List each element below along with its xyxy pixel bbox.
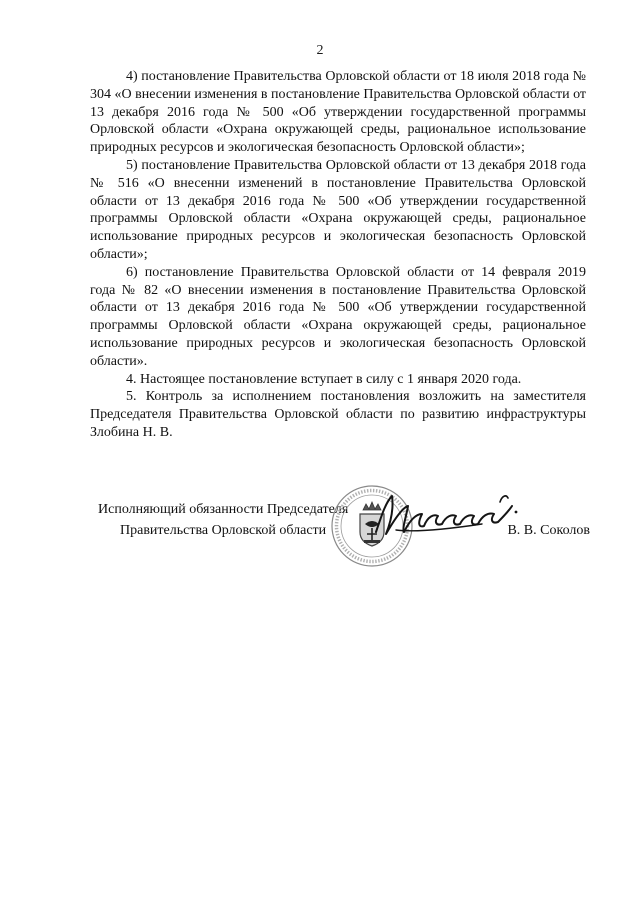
signatory-name: В. В. Соколов xyxy=(507,523,590,538)
paragraph-clause-5: 5. Контроль за исполнением постановления возложить на заместителя Председателя Правительства Орловской области по развитию инфраструктуры Злобина Н. В. xyxy=(90,389,586,440)
paragraph-item-5: 5) постановление Правительства Орловской области от 13 декабря 2018 года № 516 «О внесенни изменений в постановление Правительства Орловской области от 13 декабря 2016 года № 500 «Об утверждении государственной программы Орловской области «Охрана окружающей среды, рациональное использование природных ресурсов и экологическая безопасность Орловской области»; xyxy=(90,157,586,262)
signatory-title-line1: Исполняющий обязанности Председателя xyxy=(98,502,349,517)
signatory-title-line2: Правительства Орловской области xyxy=(120,523,327,538)
document-body xyxy=(90,68,586,442)
page-number: 2 xyxy=(316,43,324,58)
paragraph-item-4: 4) постановление Правительства Орловской области от 18 июля 2018 года № 304 «О внесении изменения в постановление Правительства Орловской области от 13 декабря 2016 года № 500 «Об утверждении государственной программы Орловской области «Охрана окружающей среды, рациональное использование природных ресурсов и экологическая безопасность Орловской области»; xyxy=(90,69,586,156)
paragraph-clause-4: 4. Настоящее постановление вступает в силу с 1 января 2020 года. xyxy=(126,371,522,387)
paragraph-item-6: 6) постановление Правительства Орловской области от 14 февраля 2019 года № 82 «О внесении изменения в постановление Правительства Орловской области от 13 декабря 2016 года № 500 «Об утверждении государственной программы Орловской области «Охрана окружающей среды, рациональное использование природных ресурсов и экологическая безопасность Орловской области». xyxy=(90,264,586,369)
